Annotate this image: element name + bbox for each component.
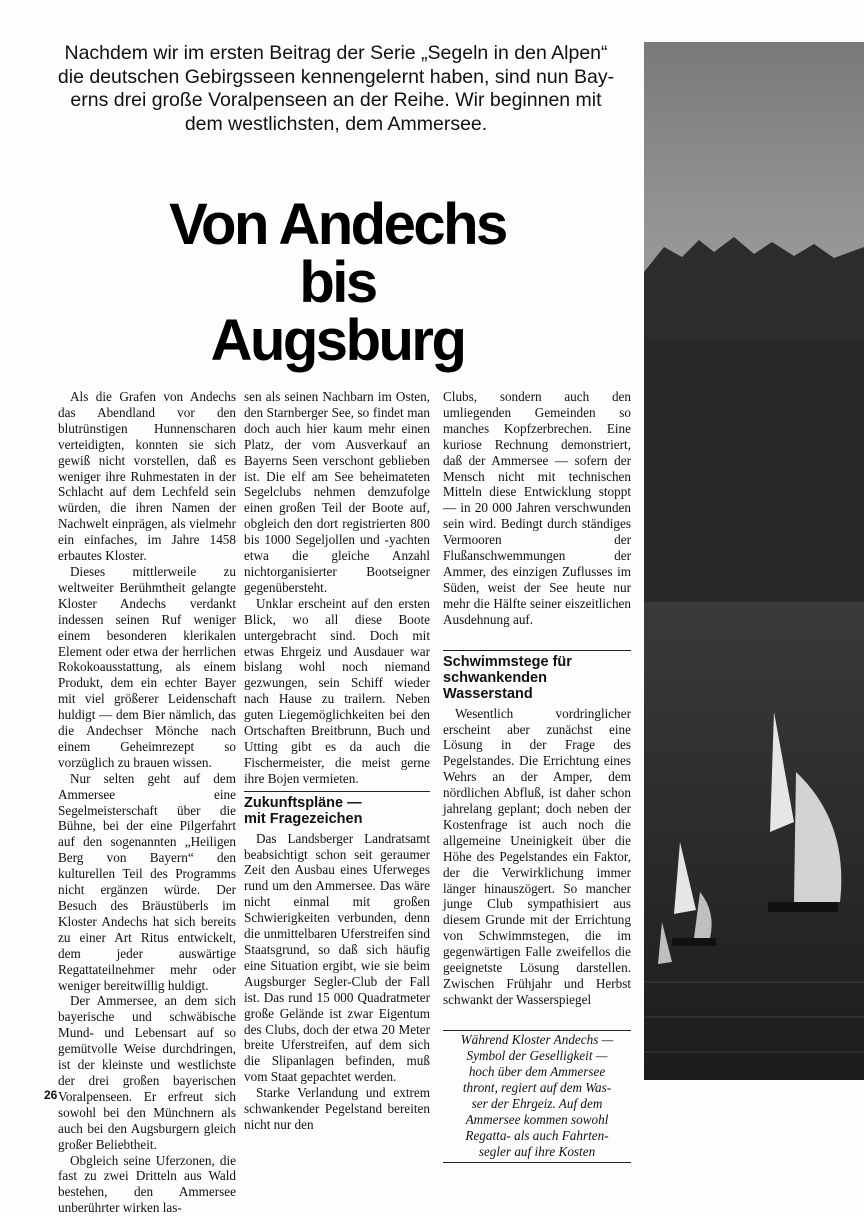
paragraph: Obgleich seine Uferzonen, die fast zu zwei Dritteln aus Wald bestehen, den Ammersee unberührter wirken las- [58,1153,236,1216]
caption-line: Während Kloster Andechs — [443,1032,631,1048]
subheading-line: Wasserstand [443,686,631,702]
paragraph: Das Landsberger Landratsamt beabsichtigt schon seit geraumer Zeit den Ausbau eines Uferweges rund um den Ammersee. Das wäre nicht einmal mit großen Schwierigkeiten verbunden, denn die unmittelbaren Uferstreifen sind Staatsgrund, so daß sich häufig eine Situation ergibt, wie sie beim Augsburger Segler-Club der Fall ist. Das rund 15 000 Quadratmeter große Gelände ist zwar Eigentum des Clubs, doch der etwa 20 Meter breite Uferstreifen, auf dem sich die Slipanlagen befinden, muß vom Staat gepachtet werden. [244,831,430,1086]
paragraph: Als die Grafen von Andechs das Abendland vor den blutrünstigen Hunnenscharen verteidigten, konnten sie sich gewiß nicht vorstellen, daß es weniger ihre Ruhmestaten in der Schlacht auf dem Lechfeld sein würden, die ihren Namen der Nachwelt einprägen, als vielmehr ein einfaches, im Jahre 1458 erbautes Kloster. [58,389,236,564]
paragraph: Nur selten geht auf dem Ammersee eine Segelmeisterschaft über die Bühne, bei der eine Pilgerfahrt auf den sogenannten „Heiligen Berg von Bayern“ den kulturellen Teil des Programms nicht ergänzen würde. Der Besuch des Bräustüberls im Kloster Andechs hat sich bereits zu einer Art Ritus entwickelt, dem jeder auswärtige Regattateilnehmer mehr oder weniger bereitwillig huldigt. [58,771,236,994]
photo-caption [443,1030,631,1163]
article-column-3 [443,389,631,1163]
page-number: 26 [44,1088,57,1102]
paragraph: Starke Verlandung und extrem schwankender Pegelstand bereiten nicht nur den [244,1085,430,1133]
article-column-2 [244,389,430,1133]
headline-line: bis [120,254,555,312]
paragraph: Wesentlich vordringlicher erscheint aber zunächst eine Lösung in der Frage des Pegelstandes. Die Errichtung eines Wehrs an der Amper, dem nördlichen Abfluß, ist daher schon jahrelang geplant; doch neben der Kostenfrage ist auch noch die allgemeine Uneinigkeit über die Höhe des Pegelstandes ein Faktor, der die Verwirklichung immer länger hinauszögert. So mancher junge Club sympathisiert aus diesem Grunde mit der Errichtung von Schwimmstegen, die im gegenwärtigen Falle zweifellos die geeignetste Lösung darstellen. Zwischen Frühjahr und Herbst schwankt der Wasserspiegel [443,706,631,1008]
caption-line: hoch über dem Ammersee [443,1064,631,1080]
sailboat-photo [644,42,864,1080]
subheading-line: Zukunftspläne — [244,795,430,811]
headline [120,196,555,370]
headline-line: Von Andechs [120,196,555,254]
intro-line: die deutschen Gebirgsseen kennengelernt haben, sind nun Bay- [36,66,636,90]
subheading-schwimmstege [443,650,631,702]
paragraph: sen als seinen Nachbarn im Osten, den Starnberger See, so findet man doch auch hier kaum mehr einen Platz, der vom Ausverkauf an Bayerns Seen verschont geblieben ist. Die elf am See beheimateten Segelclubs nehmen demzufolge einen großen Teil der Boote auf, obgleich den dort registrierten 800 bis 1000 Segeljollen und -yachten etwa die gleiche Anzahl nichtorganisierter Bootseigner gegenübersteht. [244,389,430,596]
intro-line: erns drei große Voralpenseen an der Reihe. Wir beginnen mit [36,89,636,113]
paragraph: Der Ammersee, an dem sich bayerische und schwäbische Mund- und Lebensart auf so gemütvolle Weise durchdringen, ist der kleinste und westlichste der drei großen bayerischen Voralpenseen. Er erfreut sich sowohl bei den Münchnern als auch bei den Augsburgern gleich großer Beliebtheit. [58,993,236,1152]
subheading-zukunftsplaene [244,791,430,827]
article-column-1 [58,389,236,1216]
caption-line: Symbol der Geselligkeit — [443,1048,631,1064]
paragraph: Unklar erscheint auf den ersten Blick, wo all diese Boote untergebracht sind. Doch mit etwas Ehrgeiz und Ausdauer war bislang wohl noch niemand gezwungen, sein Schiff wieder nach Hause zu trailern. Neben guten Liegemöglichkeiten bei den Ortschaften Breitbrunn, Buch und Utting gibt es da auch die Fischermeister, die meist gerne ihre Bojen vermieten. [244,596,430,787]
subheading-line: schwankenden [443,670,631,686]
intro-text [36,42,636,136]
caption-line: Ammersee kommen sowohl [443,1112,631,1128]
paragraph: Clubs, sondern auch den umliegenden Gemeinden so manches Kopfzerbrechen. Eine kuriose Rechnung demonstriert, daß der Ammersee — sofern der Mensch nicht mit technischen Mitteln diese Entwicklung stoppt — in 20 000 Jahren verschwunden sein wird. Bedingt durch ständiges Vermooren der Flußanschwemmungen der Ammer, des einzigen Zuflusses im Süden, weist der See heute nur mehr die Hälfte seiner eiszeitlichen Ausdehnung auf. [443,389,631,628]
intro-line: dem westlichsten, dem Ammersee. [36,113,636,137]
caption-line: thront, regiert auf dem Was- [443,1080,631,1096]
caption-line: Regatta- als auch Fahrten- [443,1128,631,1144]
photo-image [644,42,864,1080]
subheading-line: mit Fragezeichen [244,811,430,827]
caption-line: ser der Ehrgeiz. Auf dem [443,1096,631,1112]
headline-line: Augsburg [120,312,555,370]
intro-line: Nachdem wir im ersten Beitrag der Serie „Segeln in den Alpen“ [36,42,636,66]
paragraph: Dieses mittlerweile zu weltweiter Berühmtheit gelangte Kloster Andechs verdankt indessen seinen Ruf weniger einem besonderen klerikalen Element oder etwa der herrlichen Rokokoausstattung, als einem Produkt, dem ein echter Bayer mit viel größerer Leidenschaft huldigt — dem Bier nämlich, das die Andechser Mönche nach einem Geheimrezept so vorzüglich zu brauen wissen. [58,564,236,771]
caption-line: segler auf ihre Kosten [443,1144,631,1160]
subheading-line: Schwimmstege für [443,654,631,670]
